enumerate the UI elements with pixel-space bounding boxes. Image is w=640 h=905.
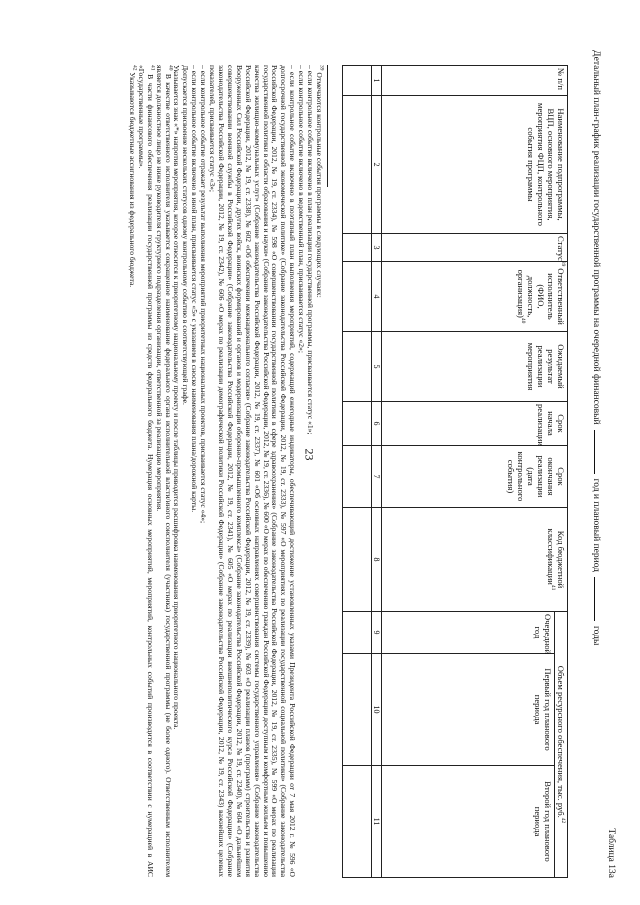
header-status-text: Статус [556,236,566,261]
header-funding-text: Объем ресурсного обеспечения, тыс. руб. [556,665,566,818]
header-year2: Второй год планового периода [382,766,555,878]
header-status [382,234,568,267]
col-number: 3 [372,234,382,262]
footnote [189,65,198,877]
table-cell [343,446,372,508]
col-number: 11 [372,766,382,878]
table-cell [343,332,372,402]
footnote [296,65,305,877]
footnote-text: В части финансового обеспечения реализации государственной программы из средств федерального бюджета. Нумерация основных мероприятий, мероприятий, контрольных событий производится в соответствии с нумерацией в АИС «Государственные программы». [136,65,155,877]
header-start: Срок начала реализации [382,402,568,446]
footnote-mark: 40 [167,65,174,71]
rotated-page-content [100,30,620,880]
table-row-empty [343,66,372,878]
header-result: Ожидаемый результат реализации мероприятия [382,332,568,402]
footnote-text: Указывается знак «*» напротив мероприятия, которое относится к приоритетному национальному проекту и после таблицы приводится расшифровка наименования приоритетного национального проекта. [172,65,182,730]
title-part2: год и плановый период [591,478,601,573]
col-number: 7 [372,446,382,508]
col-number: 2 [372,96,382,234]
footnote [136,65,154,877]
title-part3: годы [591,626,601,646]
header-num: № п/п [382,66,568,96]
footnote-ref-42: 42 [559,817,566,824]
column-number-row [372,66,382,878]
header-end: Срок окончания реализации (дата контрольного события) [382,446,568,508]
table-cell [343,612,372,654]
footnote [305,65,314,877]
header-kbk [382,508,568,612]
footnote-text: – если контрольное событие включено в иной план, присваивается статус «5» с указанием в сноске наименования плана/дорожной карты. [190,65,200,513]
footnote-mark: 39 [318,65,325,71]
footnote-text: – если контрольное событие отражает результат выполнения мероприятий приоритетных национальных проектов, присваивается статус «4»; [199,65,209,524]
col-number: 1 [372,66,382,96]
footnote-ref-39: 39 [559,260,566,267]
table-cell [343,402,372,446]
col-number: 8 [372,508,382,612]
footnote-text: Отмечаются контрольные события программы в следующих случаях: [315,72,324,298]
footnotes [127,65,323,877]
plan-table-wrapper [328,65,568,877]
footnote-mark: 41 [149,65,156,71]
table-name: Таблица 13а [606,828,616,878]
footnote-text: – если контрольное событие включено в поэтапный план выполнения мероприятий, содержащий ежегодные индикаторы, обеспечивающий достижение установленных указами Президента Российской Федерации от 7 мая 2012 г. № 596 «О долгосрочной государственной экономической политике» (Собрание законодательства Российской Федерации, 2012, № 19, ст. 2333), № 597 «О мероприятиях по реализации государственной социальной политики» (Собрание законодательства Российской Федерации, 2012, № 19, ст. 2334), № 598 «О совершенствовании государственной политики в сфере здравоохранения» (Собрание законодательства Российской Федерации, 2012, № 19, ст. 2335), № 599 «О мерах по реализации государственной политики в области образования и науки» (Собрание законодательства Российской Федерации, 2012, № 19, ст. 2336), № 600 «О мерах по обеспечению граждан Российской Федерации доступным и комфортным жильем и повышению качества жилищно-коммунальных услуг» (Собрание законодательства Российской Федерации, 2012, № 19, ст. 2337), № 601 «Об основных направлениях совершенствования системы государственного управления» (Собрание законодательства Российской Федерации, 2012, № 19, ст. 2338), № 602 «Об обеспечении межнационального согласия» (Собрание законодательства Российской Федерации, 2012, № 19, ст. 2339), № 603 «О реализации планов (программ) строительства и развития Вооруженных Сил Российской Федерации, других войск, воинских формирований и органов и модернизации оборонно-промышленного комплекса» (Собрание законодательства Российской Федерации, 2012, № 19, ст. 2340), № 604 «О дальнейшем совершенствовании военной службы в Российской Федерации» (Собрание законодательства Российской Федерации, 2012, № 19, ст. 2341), № 605 «О мерах по реализации внешнеполитического курса Российской Федерации» (Собрание законодательства Российской Федерации, 2012, № 19, ст. 2342), № 606 «О мерах по реализации демографической политики Российской Федерации» (Собрание законодательства Российской Федерации, 2012, № 19, ст. 2343) важнейших целевых показателей, присваивается статус «3»; [208,65,298,877]
col-number: 5 [372,332,382,402]
table-title [591,50,604,645]
footnote-text: – если контрольное событие включено в план реализации государственной программы, присваивается статус «1»; [306,65,316,435]
title-blank-year [594,430,604,474]
page-number: 23 [302,448,317,461]
header-funding [555,612,568,878]
header-executor-text: Ответственный исполнитель (ФИО, должность, организация) [516,268,566,325]
footnote [181,65,190,877]
col-number: 6 [372,402,382,446]
title-blank-period [594,577,604,621]
footnote-text: В качестве ответственного исполнителя указывается сокращенное наименование федерального органа исполнительной власти/иного соисполнителя (участника) государственной программы (не более одного). Ответственным исполнителем является должностное лицо не ниже руководителя структурного подразделения организации, ответственной за реализацию мероприятия. [154,65,173,877]
footnote [314,65,323,877]
plan-table [342,65,568,878]
table-cell [343,766,372,878]
col-number: 10 [372,654,382,766]
footnote [207,65,296,877]
footnote [154,65,172,877]
header-kbk-text: Код бюджетной классификации [546,528,566,589]
footnote-mark: 42 [131,65,138,71]
title-part1: Детальный план-график реализации государственной программы на очередной финансовый [591,50,601,425]
footnote-text: Допускается присвоение нескольких статусов одному контрольному событию в соответствующей графе. [181,65,191,405]
table-cell [343,96,372,234]
footnote [198,65,207,877]
footnote-separator [327,65,328,187]
col-number: 9 [372,612,382,654]
footnote [127,65,136,877]
table-cell [343,508,372,612]
col-number: 4 [372,262,382,332]
footnote-text: Указываются бюджетные ассигнования из федерального бюджета. [127,72,137,288]
table-cell [343,262,372,332]
header-executor [382,262,568,332]
footnote-ref-41: 41 [549,584,556,591]
table-cell [343,66,372,96]
header-name: Наименование подпрограммы, ВЦП, основного мероприятия, мероприятия ФЦП, контрольного события программы [382,96,568,234]
table-cell [343,654,372,766]
table-cell [343,234,372,262]
footnote-text: – если контрольное событие включено в ведомственный план, присваивается статус «2»; [297,65,307,353]
footnote-ref-40: 40 [519,317,526,324]
header-year1: Первый год планового периода [382,654,555,766]
header-year0: Очередной год [382,612,555,654]
